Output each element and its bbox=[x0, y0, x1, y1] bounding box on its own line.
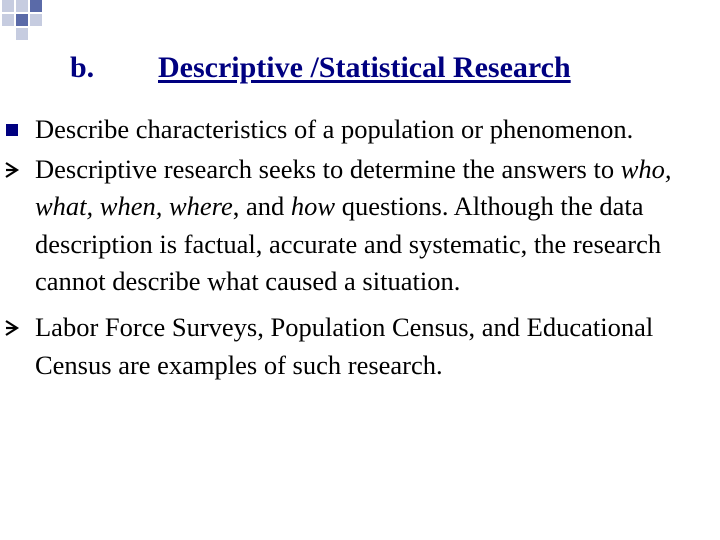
section-letter: b. bbox=[70, 51, 95, 84]
square-bullet-icon bbox=[4, 111, 30, 148]
decorative-tile bbox=[2, 0, 14, 12]
item-text: Labor Force Surveys, Population Census, and Educational Census are examples of such research. bbox=[35, 311, 654, 380]
decorative-tile bbox=[16, 14, 28, 26]
decorative-strip bbox=[44, 8, 720, 18]
decorative-tile bbox=[30, 0, 42, 12]
item-text-part: Descriptive research seeks to determine the answers to bbox=[35, 153, 621, 184]
decorative-tile bbox=[2, 14, 14, 26]
item-text bbox=[35, 151, 716, 301]
title-text: Descriptive /Statistical Research bbox=[158, 51, 571, 84]
item-text-part: , and bbox=[232, 191, 291, 222]
slide-title bbox=[0, 48, 720, 92]
arrow-bullet-icon bbox=[4, 151, 30, 188]
bullet-list bbox=[4, 111, 716, 384]
arrow-bullet-icon bbox=[4, 309, 30, 346]
decorative-tile bbox=[16, 28, 28, 40]
list-item bbox=[4, 111, 716, 149]
item-text: Describe characteristics of a population or phenomenon. bbox=[35, 114, 634, 144]
list-item bbox=[4, 309, 716, 384]
item-text-italic: who, what, when, where bbox=[35, 153, 672, 222]
decorative-tile bbox=[16, 0, 28, 12]
decorative-tile bbox=[30, 14, 42, 26]
item-text-italic: how bbox=[290, 191, 336, 222]
item-text-part: questions. Although the data description is factual, accurate and systematic, the research cannot describe what caused a situation. bbox=[35, 191, 662, 297]
list-item bbox=[4, 151, 716, 301]
